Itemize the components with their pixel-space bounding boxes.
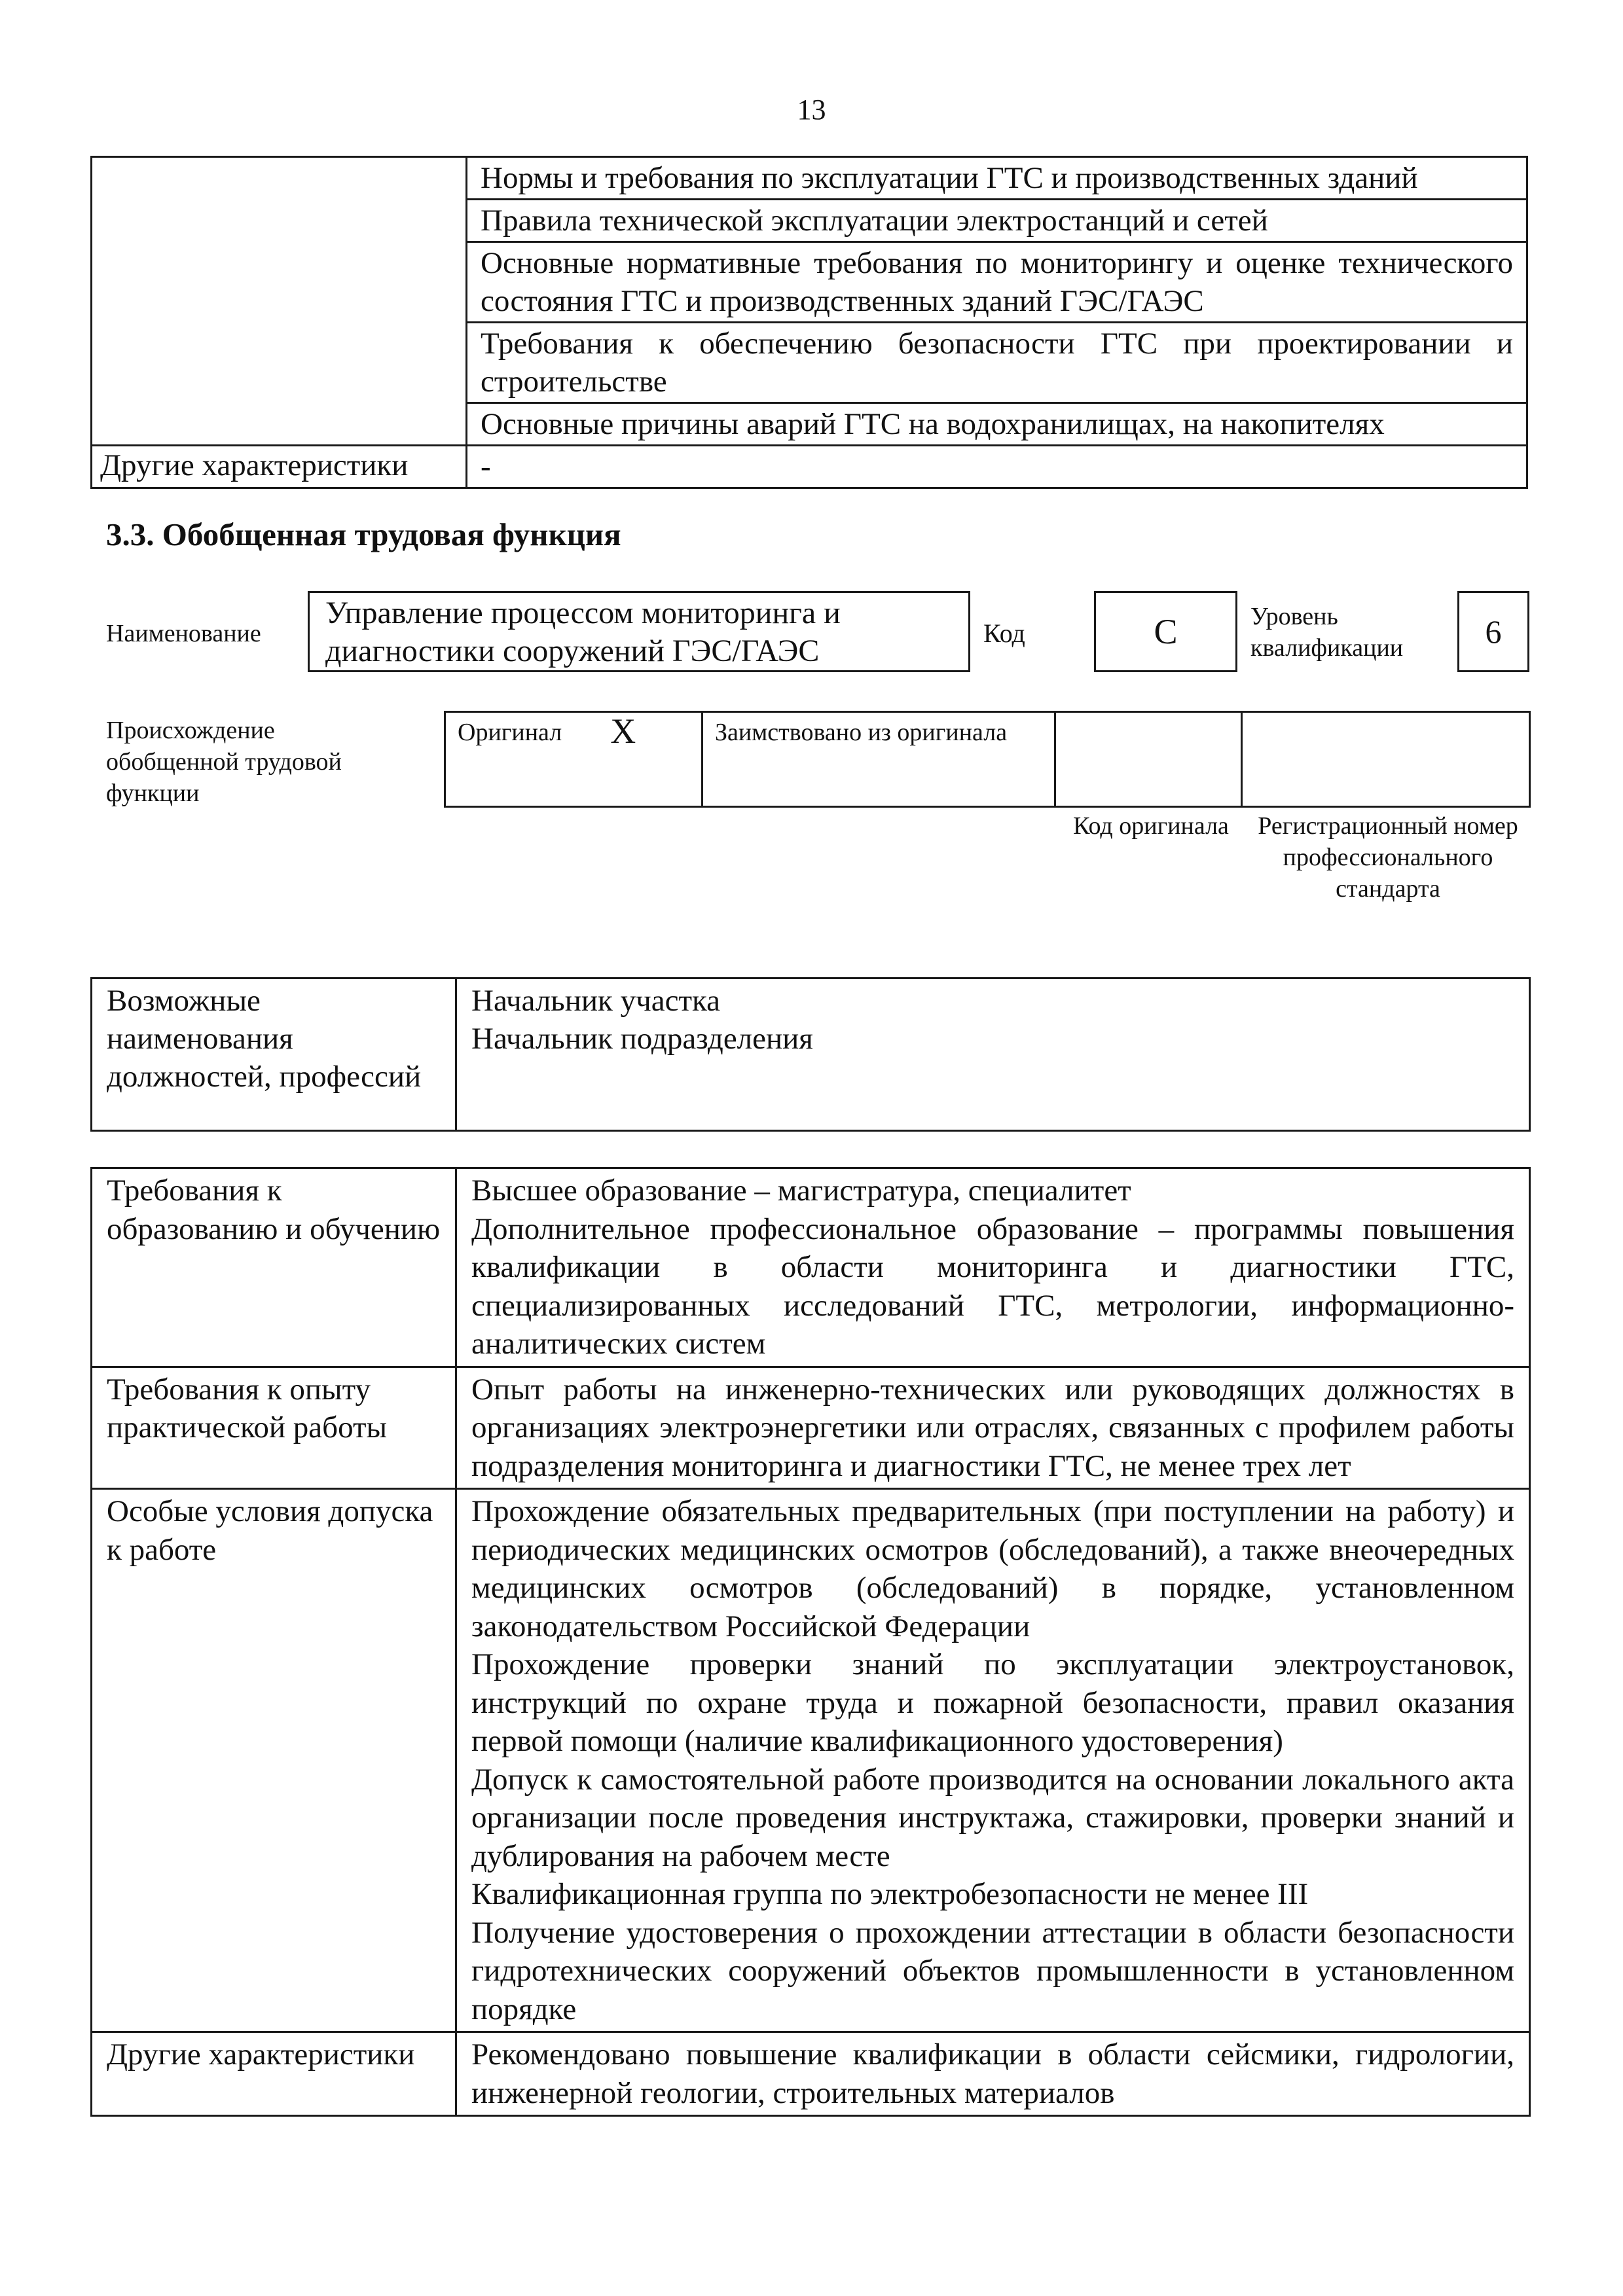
knowledge-table-continuation <box>90 156 1528 489</box>
table-row <box>92 1367 1530 1489</box>
code-label: Код <box>983 619 1025 648</box>
positions-label: Возможные наименования должностей, профессий <box>92 978 456 1131</box>
original-label: Оригинал <box>458 719 562 746</box>
level-label <box>1250 601 1403 664</box>
section-title: 3.3. Обобщенная трудовая функция <box>106 516 621 552</box>
empty-label-cell <box>92 157 467 446</box>
education-values <box>456 1168 1530 1367</box>
requirement-paragraph: Высшее образование – магистратура, специалитет <box>471 1174 1131 1208</box>
borrowed-cell: Заимствовано из оригинала <box>702 712 1055 807</box>
table-row <box>92 1489 1530 2032</box>
table-row <box>92 2032 1530 2116</box>
other-values <box>456 2032 1530 2116</box>
requirement-paragraph: Дополнительное профессиональное образование – программы повышения квалификации в области мониторинга и диагностики ГТС, специализированных исследований ГТС, метрологии, информационно-аналитических систем <box>471 1211 1514 1361</box>
origin-label: Происхождение обобщенной трудовой функции <box>106 717 342 807</box>
knowledge-item: Основные нормативные требования по мониторингу и оценке технического состояния ГТС и производственных зданий ГЭС/ГАЭС <box>467 242 1527 323</box>
registration-number-caption: Регистрационный номер профессионального стандарта <box>1258 812 1518 903</box>
position-item: Начальник подразделения <box>471 1022 813 1056</box>
requirement-paragraph: Опыт работы на инженерно-технических или руководящих должностях в организациях электроэнергетики или отраслях, связанных с профилем работы подразделения мониторинга и диагностики ГТС, не менее трех лет <box>471 1372 1514 1483</box>
knowledge-item: Правила технической эксплуатации электростанций и сетей <box>467 200 1527 242</box>
original-cell <box>445 712 702 807</box>
knowledge-item: Нормы и требования по эксплуатации ГТС и производственных зданий <box>467 157 1527 200</box>
name-label: Наименование <box>106 620 261 647</box>
original-mark: X <box>610 711 636 751</box>
level-label-line: квалификации <box>1250 634 1404 662</box>
code-box: C <box>1094 591 1237 672</box>
position-item: Начальник участка <box>471 984 720 1018</box>
original-code-cell <box>1055 712 1242 807</box>
requirement-paragraph: Прохождение обязательных предварительных (при поступлении на работу) и периодических медицинских осмотров (обследований), а также внеочередных медицинских осмотров (обследований) в порядке, установленном законодательством Российской Федерации <box>471 1494 1514 1643</box>
experience-values <box>456 1367 1530 1489</box>
knowledge-item: Требования к обеспечению безопасности ГТС при проектировании и строительстве <box>467 323 1527 403</box>
other-characteristics-value: - <box>467 446 1527 488</box>
requirement-paragraph: Прохождение проверки знаний по эксплуатации электроустановок, инструкций по охране труда и пожарной безопасности, правил оказания первой помощи (наличие квалификационного удостоверения) <box>471 1647 1514 1758</box>
requirement-paragraph: Допуск к самостоятельной работе производится на основании локального акта организации после проведения инструктажа, стажировки, проверки знаний и дублирования на рабочем месте <box>471 1762 1514 1873</box>
requirements-table <box>90 1167 1531 2117</box>
admission-values <box>456 1489 1530 2032</box>
experience-label: Требования к опыту практической работы <box>92 1367 456 1489</box>
table-row <box>92 1168 1530 1367</box>
origin-table <box>444 711 1531 808</box>
knowledge-item: Основные причины аварий ГТС на водохранилищах, на накопителях <box>467 403 1527 446</box>
other-label: Другие характеристики <box>92 2032 456 2116</box>
requirement-paragraph: Получение удостоверения о прохождении аттестации в области безопасности гидротехнических сооружений объектов промышленности в установленном порядке <box>471 1915 1514 2026</box>
education-label: Требования к образованию и обучению <box>92 1168 456 1367</box>
requirement-paragraph: Квалификационная группа по электробезопасности не менее III <box>471 1877 1309 1911</box>
positions-values <box>456 978 1530 1131</box>
positions-table <box>90 977 1531 1132</box>
original-code-caption: Код оригинала <box>1073 812 1229 840</box>
function-name-box: Управление процессом мониторинга и диагностики сооружений ГЭС/ГАЭС <box>308 591 970 672</box>
level-label-line: Уровень <box>1250 603 1338 630</box>
registration-number-cell <box>1242 712 1530 807</box>
other-characteristics-label: Другие характеристики <box>92 446 467 488</box>
requirement-paragraph: Рекомендовано повышение квалификации в области сейсмики, гидрологии, инженерной геологии, строительных материалов <box>471 2037 1514 2110</box>
admission-label: Особые условия допуска к работе <box>92 1489 456 2032</box>
level-box: 6 <box>1457 591 1529 672</box>
page-number: 13 <box>797 94 826 126</box>
